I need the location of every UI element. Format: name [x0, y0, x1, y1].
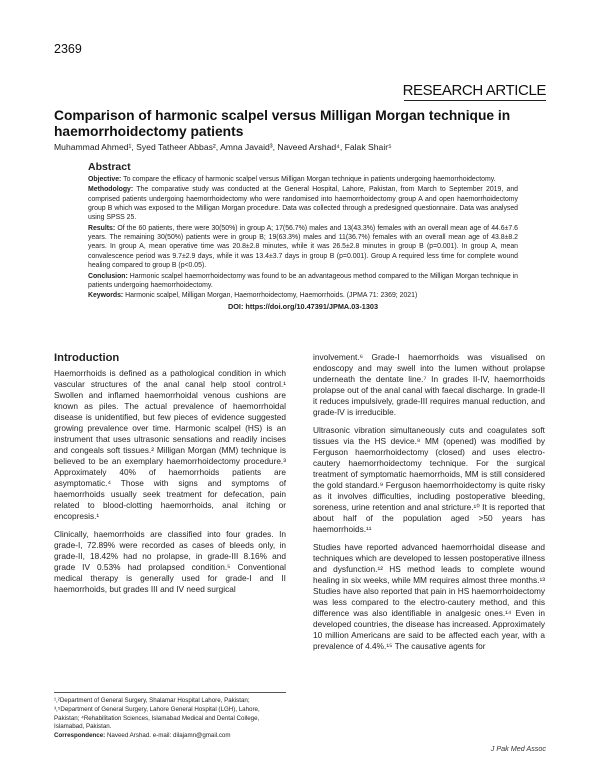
affiliation-line: ³,⁵Department of General Surgery, Lahore General Hospital (LGH), Lahore,: [54, 705, 260, 713]
conclusion-label: Conclusion:: [88, 272, 128, 280]
objective-text: To compare the efficacy of harmonic scalpel versus Milligan Morgan technique in patients undergoing haemorrhoidectomy.: [123, 176, 496, 183]
results-label: Results:: [88, 224, 116, 232]
section-label: RESEARCH ARTICLE: [402, 82, 546, 99]
header-rule: [404, 100, 546, 101]
abstract-heading: Abstract: [88, 161, 131, 173]
affiliation-line: ¹,²Department of General Surgery, Shalamar Hospital Lahore, Pakistan;: [54, 697, 250, 704]
affiliation-line: Islamabad, Pakistan.: [54, 723, 112, 731]
methodology-text: The comparative study was conducted at the General Hospital, Lahore, Pakistan, from March to September 2019, and comprised patients undergoing haemorrhoidectomy who were randomised into haemorrhoidectomy group A and open haemorrhoidectomy group B which was exposed to the Milligan Morgan procedure. Data was collected through a predesigned questionnaire. Data was analysed using SPSS 25.: [88, 186, 518, 222]
introduction-heading: Introduction: [54, 352, 120, 364]
right-paragraph-3: Studies have reported advanced haemorrhoidal disease and techniques which are developed to lessen postoperative illness and dysfunction.¹² HS method leads to complete wound healing in six weeks, while MM requires almost three months.¹³ Studies have also reported that pain in HS haemorrhoidectomy was less compared to the electro-cautery method, and this difference was also identifiable in analgesic ones.¹⁴ Even in developed countries, the disease has increased. Approximately 10 million Americans are said to be affected each year, with a prevalence of 4.4%.¹⁵ The causative agents for: [313, 542, 545, 651]
article-title: Comparison of harmonic scalpel versus Milligan Morgan technique in haemorrhoidectomy patients: [54, 108, 511, 139]
intro-paragraph-1: Haemorrhoids is defined as a pathological condition in which vascular structures of the anal canal help stool control.¹ Swollen and inflamed haemorrhoidal venous cushions are known as piles. The actual prevalence of haemorrhoidal disease is unidentified, but few pieces of evidence suggested growing prevalence over time. Harmonic scalpel (HS) is an instrument that uses ultrasonic sensations and readily incises and congeals soft tissues.² Milligan Morgan (MM) technique is believed to be an exemplary haemorrhoidectomy procedure.³ Approximately 40% of haemorrhoids patients are asymptomatic.⁴ Those with signs and symptoms of haemorrhoids usually seek treatment for defecation, pain related to blood-clotting haemorrhoids, anal itching or encopresis.¹: [54, 368, 286, 521]
conclusion-text: Harmonic scalpel haemorrhoidectomy was found to be an advantageous method compared to the Milligan Morgan technique in patients undergoing haemorrhoidectomy.: [88, 272, 519, 289]
right-column: [313, 352, 545, 659]
keywords-text: Harmonic scalpel, Milligan Morgan, Haemorrhoidectomy, Haemorrhoids. (JPMA 71: 2369; 2021): [125, 292, 418, 300]
right-paragraph-1: involvement.⁶ Grade-I haemorrhoids was visualised on endoscopy and may swell into the lumen without prolapse underneath the dentate line.⁷ In grades II-IV, haemorrhoids prolapse out of the anal canal with faecal discharge. In grade-II it reduces impulsively, grade-III requires manual reduction, and grade-IV is irreducible.: [313, 352, 545, 417]
author-list: Muhammad Ahmed¹, Syed Tatheer Abbas², Amna Javaid³, Naveed Arshad⁴, Falak Shair⁵: [54, 142, 392, 152]
abstract-objective: [88, 175, 518, 184]
abstract-methodology: [88, 185, 518, 222]
methodology-label: Methodology:: [88, 186, 134, 194]
right-paragraph-2: Ultrasonic vibration simultaneously cuts and coagulates soft tissues via the HS device.⁸ MM (opened) was modified by Ferguson haemorrhoidectomy (closed) and uses electro-cautery haemorrhoidectomy technique. For the surgical treatment of symptomatic haemorrhoids, MM is still considered the gold standard.⁹ Ferguson haemorrhoidectomy is quite risky as it involves difficulties, including postoperative bleeding, soreness, urine retention and anal stricture.¹⁰ It is reported that about half of the population aged >50 years has haemorrhoids.¹¹: [313, 425, 545, 534]
objective-label: Objective:: [88, 176, 122, 183]
page-number: 2369: [54, 42, 82, 56]
abstract-results: [88, 224, 518, 270]
affiliation-line: Pakistan; ⁴Rehabilitation Sciences, Islamabad Medical and Dental College,: [54, 714, 260, 722]
correspondence-label: Correspondence:: [54, 732, 106, 740]
affiliations: [54, 692, 286, 741]
journal-footer: J Pak Med Assoc: [490, 744, 546, 753]
abstract-keywords: [88, 291, 518, 300]
abstract-block: [88, 161, 518, 311]
correspondence: [54, 732, 286, 741]
keywords-label: Keywords:: [88, 292, 124, 300]
abstract-conclusion: [88, 272, 518, 291]
doi-link[interactable]: DOI: https://doi.org/10.47391/JPMA.03-1303: [227, 301, 379, 311]
intro-paragraph-2: Clinically, haemorrhoids are classified into four grades. In grade-I, 72.89% were recorded as cases of bleeds only, in grade-II, 18.42% had no prolapse, in grade-III 8.16% and grade IV 0.53% had prolapsed condition.⁵ Conventional medical therapy is generally used for grade-I and II haemorrhoids, but grades III and IV need surgical: [54, 529, 286, 594]
results-text: Of the 60 patients, there were 30(50%) in group A; 17(56.7%) males and 13(43.3%) females with an overall mean age of 44.6±7.6 years. The remaining 30(50%) patients were in group B; 19(63.3%) males and 11(36.7%) females with an overall mean age of 43.8±8.2 years. In group A, mean operative time was 20.8±2.8 minutes, while it was 26.5±2.8 minutes in group B (p=0.001). In group A, mean convalescence period was 9.7±2.9 days, while it was 13.4±3.7 days in group B (p=0.001). Group A required less time for complete wound healing compared to group B (p<0.05).: [88, 224, 518, 270]
left-column: [54, 352, 286, 602]
correspondence-text: Naveed Arshad. e-mail: dilajamn@gmail.com: [106, 732, 231, 740]
